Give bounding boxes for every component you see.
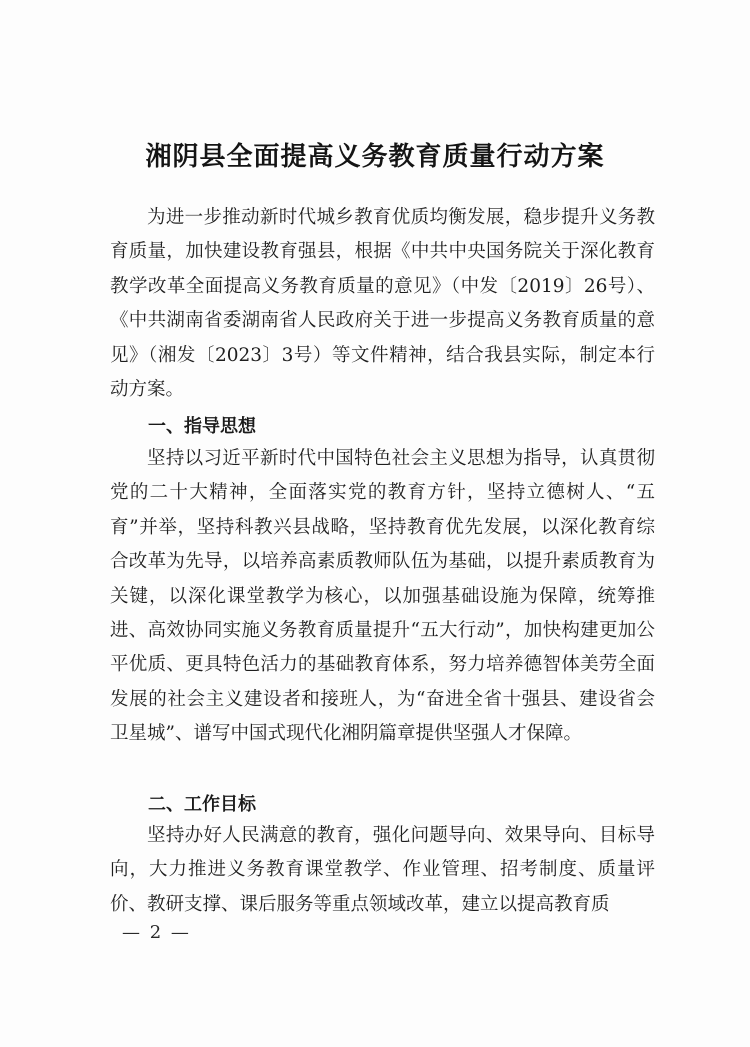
section-1-text: 坚持以习近平新时代中国特色社会主义思想为指导，认真贯彻党的二十大精神，全面落实党的教育方针，坚持立德树人、“五育”并举，坚持科教兴县战略，坚持教育优先发展，以深化教育综合改革为先导，以培养高素质教师队伍为基础，以提升素质教育为关键，以深化课堂教学为核心，以加强基础设施为保障，统筹推进、高效协同实施义务教育质量提升“五大行动”，加快构建更加公平优质、更具特色活力的基础教育体系，努力培养德智体美劳全面发展的社会主义建设者和接班人，为“奋进全省十强县、建设省会卫星城”、谱写中国式现代化湘阴篇章提供坚强人才保障。 bbox=[110, 448, 655, 745]
page-number: — 2 — bbox=[122, 922, 191, 943]
intro-paragraph bbox=[110, 201, 655, 407]
intro-text: 为进一步推动新时代城乡教育优质均衡发展，稳步提升义务教育质量，加快建设教育强县，根据《中共中央国务院关于深化教育教学改革全面提高义务教育质量的意见》（中发〔2019〕26号）、《中共湖南省委湖南省人民政府关于进一步提高义务教育质量的意见》（湘发〔2023〕3号）等文件精神，结合我县实际，制定本行动方案。 bbox=[110, 207, 655, 401]
section-2-heading: 二、工作目标 bbox=[148, 794, 256, 815]
section-1-heading: 一、指导思想 bbox=[148, 416, 256, 437]
section-1-paragraph bbox=[110, 442, 655, 752]
document-title: 湘阴县全面提高义务教育质量行动方案 bbox=[145, 142, 605, 172]
section-2-text: 坚持办好人民满意的教育，强化问题导向、效果导向、目标导向，大力推进义务教育课堂教学、作业管理、招考制度、质量评价、教研支撑、课后服务等重点领域改革，建立以提高教育质 bbox=[110, 825, 655, 915]
section-2-paragraph bbox=[110, 819, 655, 922]
